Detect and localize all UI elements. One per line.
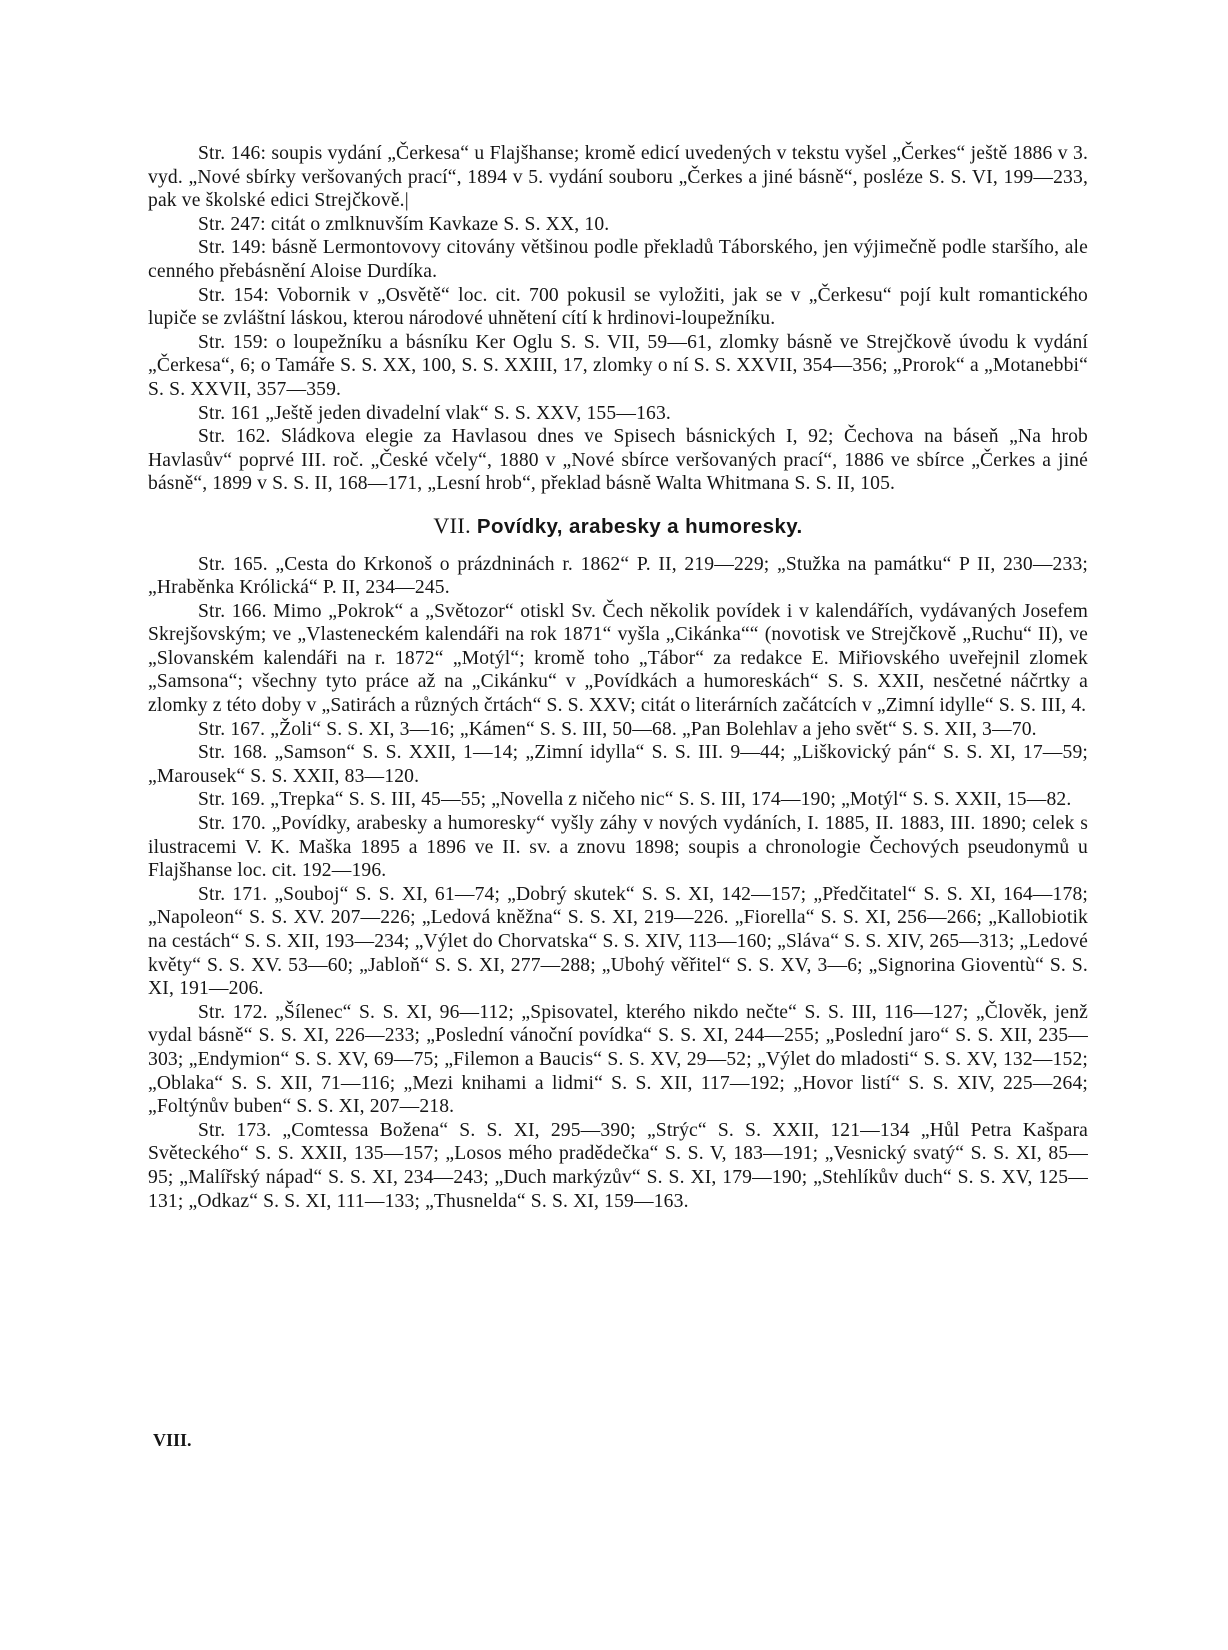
note-str-165: Str. 165. „Cesta do Krkonoš o prázdninách r. 1862“ P. II, 219—229; „Stužka na památku“ P II, 230—233; „Hraběnka Królická“ P. II, 234—245. xyxy=(148,553,1088,599)
note-str-166: Str. 166. Mimo „Pokrok“ a „Světozor“ otiskl Sv. Čech několik povídek i v kalendářích, vydávaných Josefem Skrejšovským; ve „Vlasteneckém kalendáři na rok 1871“ vyšla „Cikánka““ (novotisk ve Strejčkově „Ruchu“ II), ve „Slovanském kalendáři na r. 1872“ „Motýl“; kromě toho „Tábor“ za redakce E. Miřiovského uveřejnil zlomek „Samsona“; všechny tyto práce až na „Cikánku“ v „Povídkách a humoreskách“ S. S. XXII, nesčetné náčrtky a zlomky z této doby v „Satirách a různých črtách“ S. S. XXV; citát o literárních začátcích v „Zimní idylle“ S. S. III, 4. xyxy=(148,600,1088,717)
note-str-159: Str. 159: o loupežníku a básníku Ker Oglu S. S. VII, 59—61, zlomky básně ve Strejčkově úvodu k vydání „Čerkesa“, 6; o Tamáře S. S. XX, 100, S. S. XXIII, 17, zlomky o ní S. S. XXVII, 354—356; „Prorok“ a „Motanebbi“ S. S. XXVII, 357—359. xyxy=(148,331,1088,400)
note-str-154: Str. 154: Vobornik v „Osvětě“ loc. cit. 700 pokusil se vyložiti, jak se v „Čerkesu“ pojí kult romantického lupiče se zvláštní láskou, kterou národové uhnětení cítí k hrdinovi-loupežníku. xyxy=(148,284,1088,330)
note-str-173: Str. 173. „Comtessa Božena“ S. S. XI, 295—390; „Strýc“ S. S. XXII, 121—134 „Hůl Petra Kašpara Světeckého“ S. S. XXII, 135—157; „Losos mého pradědečka“ S. S. V, 183—191; „Vesnický svatý“ S. S. XI, 85—95; „Malířský nápad“ S. S. XI, 234—243; „Duch markýzův“ S. S. XI, 179—190; „Stehlíkův duch“ S. S. XV, 125—131; „Odkaz“ S. S. XI, 111—133; „Thusnelda“ S. S. XI, 159—163. xyxy=(148,1119,1088,1212)
section-number: VII. xyxy=(433,512,471,538)
note-str-162: Str. 162. Sládkova elegie za Havlasou dnes ve Spisech básnických I, 92; Čechova na báseň „Na hrob Havlasův“ poprvé III. roč. „České včely“, 1880 v „Nové sbírce veršovaných prací“, 1886 ve sbírce „Čerkes a jiné básně“, 1899 v S. S. II, 168—171, „Lesní hrob“, překlad básně Walta Whitmana S. S. II, 105. xyxy=(148,426,1088,495)
note-str-171: Str. 171. „Souboj“ S. S. XI, 61—74; „Dobrý skutek“ S. S. XI, 142—157; „Předčitatel“ S. S. XI, 164—178; „Napoleon“ S. S. XV. 207—226; „Ledová kněžna“ S. S. XI, 219—226. „Fiorella“ S. S. XI, 256—266; „Kallobiotik na cestách“ S. S. XII, 193—234; „Výlet do Chorvatska“ S. S. XIV, 113—160; „Sláva“ S. S. XIV, 265—313; „Ledové květy“ S. S. XV. 53—60; „Jabloň“ S. S. XI, 277—288; „Ubohý věřitel“ S. S. XV, 3—6; „Signorina Gioventù“ S. S. XI, 191—206. xyxy=(148,883,1088,1000)
note-str-149: Str. 149: básně Lermontovovy citovány většinou podle překladů Táborského, jen výjimečně podle staršího, ale cenného přebásnění Aloise Durdíka. xyxy=(148,237,1088,282)
page-body xyxy=(148,142,1088,1213)
note-str-168: Str. 168. „Samson“ S. S. XXII, 1—14; „Zimní idylla“ S. S. III. 9—44; „Liškovický pán“ S. S. XI, 17—59; „Marousek“ S. S. XXII, 83—120. xyxy=(148,742,1088,787)
note-str-146: Str. 146: soupis vydání „Čerkesa“ u Flajšhanse; kromě edicí uvedených v tekstu vyšel „Čerkes“ ještě 1886 v 3. vyd. „Nové sbírky veršovaných prací“, 1894 v 5. vydání souboru „Čerkes a jiné básně“, posléze S. S. VI, 199—233, pak ve školské edici Strejčkově.| xyxy=(148,143,1088,212)
note-str-172: Str. 172. „Šílenec“ S. S. XI, 96—112; „Spisovatel, kterého nikdo nečte“ S. S. III, 116—127; „Člověk, jenž vydal básně“ S. S. XI, 226—233; „Poslední vánoční povídka“ S. S. XI, 244—255; „Poslední jaro“ S. S. XII, 235—303; „Endymion“ S. S. XV, 69—75; „Filemon a Baucis“ S. S. XV, 29—52; „Výlet do mladosti“ S. S. XV, 132—152; „Oblaka“ S. S. XII, 71—116; „Mezi knihami a lidmi“ S. S. XII, 117—192; „Hovor listí“ S. S. XIV, 225—264; „Foltýnův buben“ S. S. XI, 207—218. xyxy=(148,1001,1088,1118)
note-str-247: Str. 247: citát o zmlknuvším Kavkaze S. S. XX, 10. xyxy=(198,213,610,235)
page-folio: VIII. xyxy=(153,1430,192,1450)
section-title: Povídky, arabesky a humoresky. xyxy=(476,514,803,538)
note-str-167: Str. 167. „Žoli“ S. S. XI, 3—16; „Kámen“ S. S. III, 50—68. „Pan Bolehlav a jeho svět“ S. S. XII, 3—70. xyxy=(198,718,1037,740)
note-str-161: Str. 161 „Ještě jeden divadelní vlak“ S. S. XXV, 155—163. xyxy=(198,402,671,424)
section-heading xyxy=(148,514,1088,539)
note-str-170: Str. 170. „Povídky, arabesky a humoresky“ vyšly záhy v nových vydáních, I. 1885, II. 1883, III. 1890; celek s ilustracemi V. K. Maška 1895 a 1896 ve II. sv. a znovu 1898; soupis a chronologie Čechových pseudonymů u Flajšhanse loc. cit. 192—196. xyxy=(148,813,1088,882)
note-str-169: Str. 169. „Trepka“ S. S. III, 45—55; „Novella z ničeho nic“ S. S. III, 174—190; „Motýl“ S. S. XXII, 15—82. xyxy=(198,789,1072,811)
